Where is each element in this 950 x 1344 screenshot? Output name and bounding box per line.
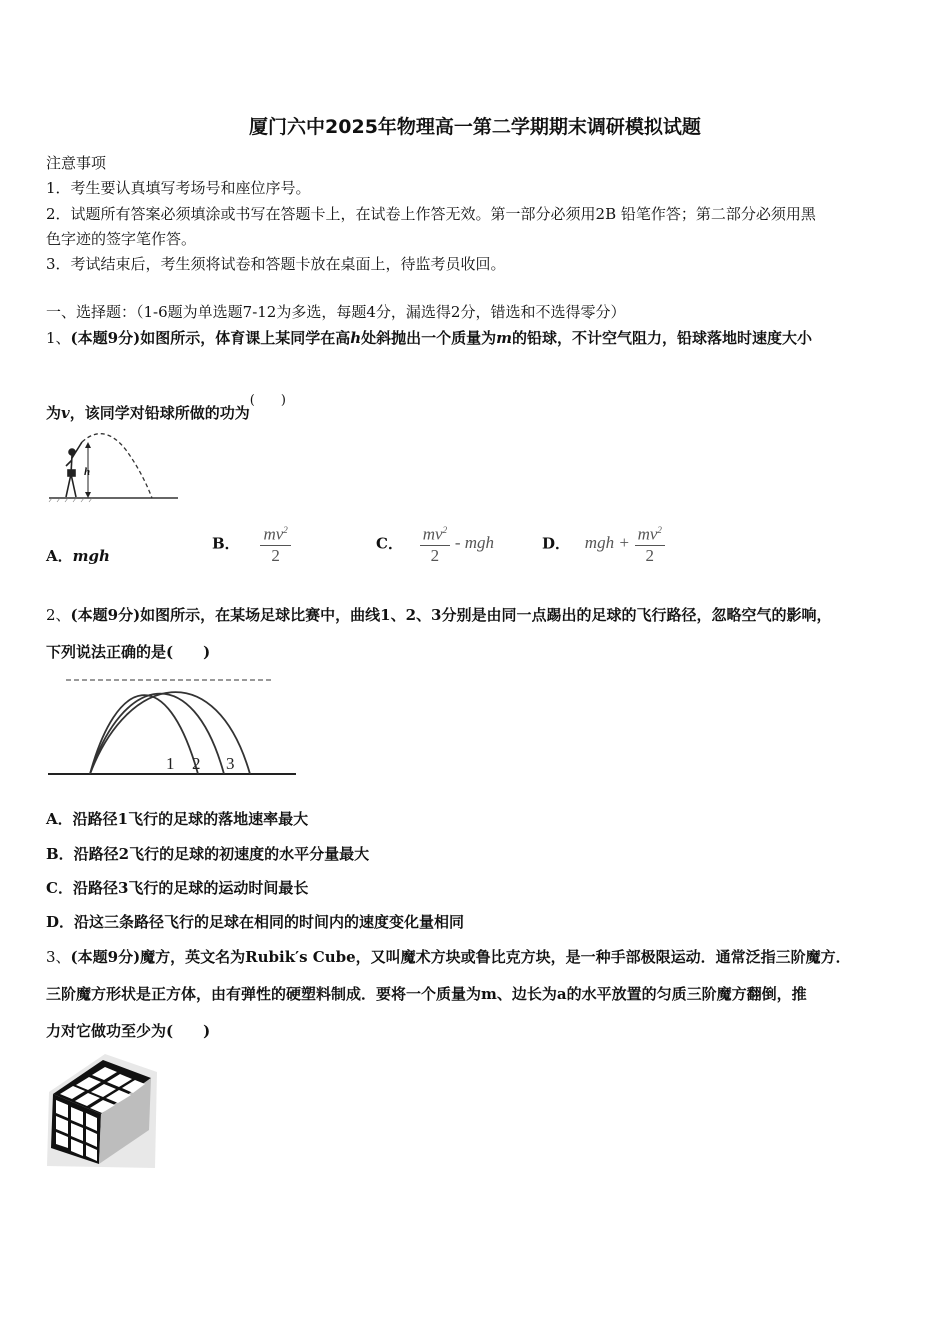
student-figure bbox=[66, 442, 82, 497]
q1-option-c[interactable] bbox=[376, 520, 494, 566]
q1-line-1 bbox=[46, 327, 812, 348]
q1-option-a-text: mgh bbox=[72, 547, 110, 565]
notice-item-1: 1．考生要认真填写考场号和座位序号。 bbox=[46, 179, 311, 197]
path-3-label: 3 bbox=[226, 754, 235, 773]
q1-text-e: ，该同学对铅球所做的功为 bbox=[69, 404, 250, 422]
q1-option-a[interactable] bbox=[46, 545, 110, 566]
q3-line-2: 三阶魔方形状是正方体，由有弹性的硬塑料制成．要将一个质量为m、边长为a的水平放置的匀质三阶魔方翻倒，推 bbox=[46, 985, 807, 1003]
q1-option-a-label: A． bbox=[46, 547, 73, 565]
q2-option-a[interactable]: A．沿路径1飞行的足球的落地速率最大 bbox=[46, 810, 309, 828]
q1-option-c-numerator: mv bbox=[422, 524, 443, 544]
notice-item-2-cont: 色字迹的签字笔作答。 bbox=[46, 230, 197, 248]
section-heading: 一、选择题：（1-6题为单选题7-12为多选，每题4分，漏选得2分，错选和不选得零分） bbox=[46, 303, 626, 321]
notice-item-3: 3．考试结束后，考生须将试卷和答题卡放在桌面上，待监考员收回。 bbox=[46, 255, 506, 273]
trajectory-curve bbox=[82, 434, 152, 498]
q1-option-d-fraction bbox=[635, 520, 665, 566]
exponent: 2 bbox=[283, 525, 288, 535]
q1-option-c-label: C． bbox=[376, 534, 403, 553]
q1-var-v: v bbox=[61, 404, 70, 422]
path-1-label: 1 bbox=[166, 754, 175, 773]
q1-option-b-label: B． bbox=[212, 534, 240, 553]
q1-option-d-denominator: 2 bbox=[645, 545, 654, 565]
q1-option-b-denominator: 2 bbox=[271, 545, 280, 565]
q1-option-b-numerator: mv bbox=[263, 524, 284, 544]
rubiks-cube-image bbox=[45, 1052, 160, 1169]
q1-number: 1、 bbox=[46, 329, 71, 347]
q1-text-c: 的铅球，不计空气阻力，铅球落地时速度大小 bbox=[512, 329, 813, 347]
q1-option-c-fraction bbox=[420, 520, 450, 566]
q1-var-m: m bbox=[496, 329, 512, 347]
path-2-label: 2 bbox=[192, 754, 201, 773]
exponent: 2 bbox=[657, 525, 662, 535]
page-title: 厦门六中2025年物理高一第二学期期末调研模拟试题 bbox=[249, 116, 701, 138]
q2-number: 2、 bbox=[46, 606, 71, 624]
q1-var-h: h bbox=[350, 329, 362, 347]
q1-option-b-fraction bbox=[260, 520, 290, 566]
q1-line-2 bbox=[46, 389, 286, 423]
exponent: 2 bbox=[442, 525, 448, 535]
height-label: h bbox=[84, 466, 91, 478]
q1-figure bbox=[46, 430, 181, 505]
q1-option-d-head: mgh + bbox=[584, 532, 630, 552]
q1-option-d-numerator: mv bbox=[637, 524, 658, 544]
q2-figure bbox=[46, 668, 298, 780]
q1-option-c-tail: - mgh bbox=[454, 532, 495, 552]
q1-option-d[interactable] bbox=[542, 520, 665, 566]
q3-number: 3、 bbox=[46, 948, 71, 966]
q2-text-1: (本题9分)如图所示，在某场足球比赛中，曲线1、2、3分别是由同一点踢出的足球的飞行路径，忽略空气的影响， bbox=[70, 606, 832, 624]
q1-option-b[interactable] bbox=[212, 520, 291, 566]
notice-item-2: 2．试题所有答案必须填涂或书写在答题卡上，在试卷上作答无效。第一部分必须用2B 铅笔作答；第二部分必须用黑 bbox=[46, 205, 816, 223]
q3-text-1: (本题9分)魔方，英文名为Rubik′s Cube，又叫魔术方块或鲁比克方块，是一种手部极限运动．通常泛指三阶魔方． bbox=[70, 948, 851, 966]
q1-tag: (本题9分) bbox=[70, 329, 141, 347]
q1-option-c-denominator: 2 bbox=[430, 545, 440, 565]
q2-option-c[interactable]: C．沿路径3飞行的足球的运动时间最长 bbox=[46, 879, 309, 897]
q1-answer-paren: ( ) bbox=[249, 393, 286, 408]
q2-option-d[interactable]: D．沿这三条路径飞行的足球在相同的时间内的速度变化量相同 bbox=[46, 913, 465, 931]
q2-option-b[interactable]: B．沿路径2飞行的足球的初速度的水平分量最大 bbox=[46, 845, 370, 863]
q2-line-1 bbox=[46, 604, 832, 625]
q3-line-3: 力对它做功至少为( ) bbox=[46, 1022, 211, 1040]
q1-option-d-label: D． bbox=[542, 534, 571, 553]
q1-text-d: 为 bbox=[46, 404, 62, 422]
q2-line-2: 下列说法正确的是( ) bbox=[46, 643, 211, 661]
notice-heading: 注意事项 bbox=[46, 154, 107, 172]
q1-text-a: 如图所示，体育课上某同学在高 bbox=[140, 329, 351, 347]
q3-line-1 bbox=[46, 946, 851, 967]
q1-text-b: 处斜抛出一个质量为 bbox=[361, 329, 497, 347]
